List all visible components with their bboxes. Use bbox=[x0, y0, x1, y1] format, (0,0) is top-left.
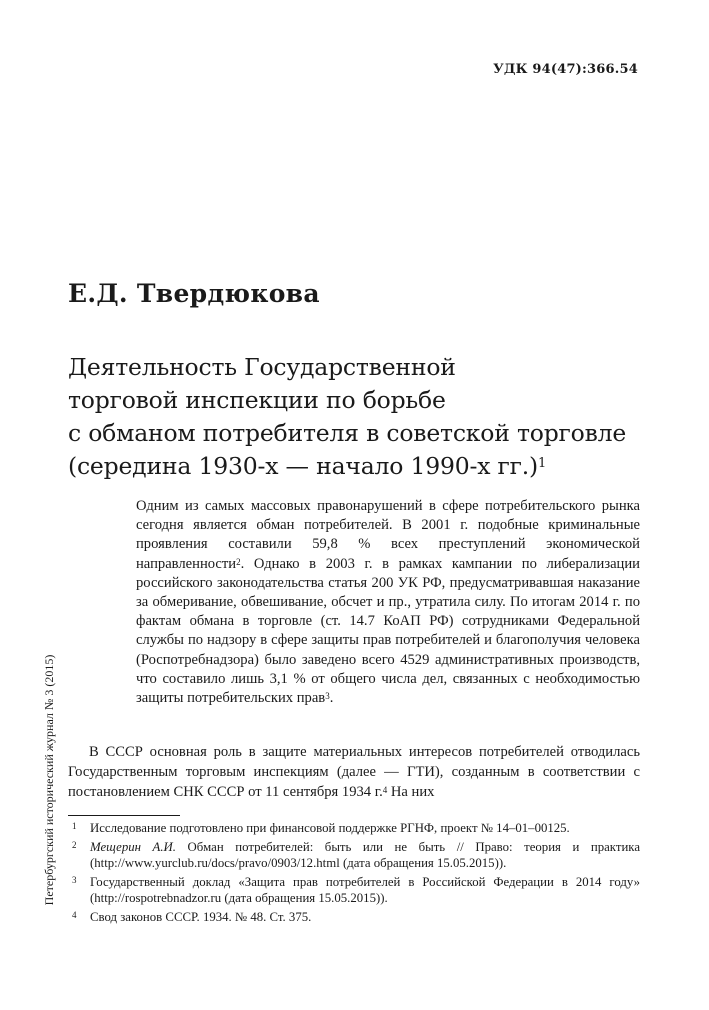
footnotes bbox=[68, 820, 640, 928]
footnote-text: Исследование подготовлено при финансовой поддержке РГНФ, проект № 14–01–00125. bbox=[90, 821, 570, 835]
footnote-divider bbox=[68, 815, 180, 816]
title-line bbox=[68, 450, 648, 483]
title-line-text: (середина 1930-х — начало 1990-х гг.) bbox=[68, 452, 539, 480]
footnote-ref[interactable]: 2 bbox=[236, 556, 241, 567]
udc-code: УДК 94(47):366.54 bbox=[493, 62, 638, 77]
journal-side-label: Петербургский исторический журнал № 3 (2015) bbox=[42, 654, 56, 906]
footnote-text: Свод законов СССР. 1934. № 48. Ст. 375. bbox=[90, 910, 312, 924]
footnote bbox=[68, 820, 640, 836]
title-footnote-ref[interactable]: 1 bbox=[538, 456, 547, 471]
footnote-number: 3 bbox=[72, 875, 77, 885]
body-text: В СССР основная роль в защите материальных интересов потребителей отводилась Государственным торговым инспекциям (далее — ГТИ), созданным в соответствии с постановлением СНК СССР от 11 сентября 1934 г. bbox=[68, 744, 640, 800]
body-text: На них bbox=[387, 783, 435, 800]
footnote bbox=[68, 839, 640, 871]
abstract-text: Одним из самых массовых правонарушений в сфере потребительского рынка сегодня является обман потребителей. В 2001 г. подобные криминальные проявления составили 59,8 % всех преступлений экономической направленности bbox=[136, 498, 640, 572]
author-name: Е.Д. Твердюкова bbox=[68, 279, 320, 308]
abstract-text: . bbox=[329, 690, 334, 707]
footnote-author: Мещерин А.И. bbox=[90, 840, 176, 854]
title-line: торговой инспекции по борьбе bbox=[68, 386, 446, 414]
footnote-number: 4 bbox=[72, 910, 77, 920]
footnote-text: Государственный доклад «Защита прав потребителей в Российской Федерации в 2014 году» (http://rospotrebnadzor.ru (дата обращения 15.05.2015)). bbox=[90, 875, 640, 905]
title-line: Деятельность Государственной bbox=[68, 353, 456, 381]
footnote-number: 1 bbox=[72, 821, 77, 831]
body-paragraph bbox=[68, 743, 640, 802]
footnote-ref[interactable]: 4 bbox=[382, 784, 388, 795]
footnote-ref[interactable]: 3 bbox=[325, 691, 330, 702]
title-line: с обманом потребителя в советской торговле bbox=[68, 419, 627, 447]
abstract bbox=[136, 497, 640, 708]
article-title bbox=[68, 351, 648, 483]
abstract-text: . Однако в 2003 г. в рамках кампании по либерализации российского законодательства статья 200 УК РФ, предусматривавшая наказание за обмеривание, обвешивание, обсчет и пр., утратила силу. По итогам 2014 г. по фактам обмана в торговле (ст. 14.7 КоАП РФ) сотрудниками Федеральной службы по надзору в сфере защиты прав потребителей и благополучия человека (Роспотребнадзора) было заведено всего 4529 административных производств, что составило лишь 3,1 % от общего числа дел, связанных с необходимостью защиты потребительских прав bbox=[136, 555, 640, 707]
footnote bbox=[68, 909, 640, 925]
footnote-number: 2 bbox=[72, 840, 77, 850]
footnote-text: Обман потребителей: быть или не быть // Право: теория и практика (http://www.yurclub.ru/docs/pravo/0903/12.html (дата обращения 15.05.2015)). bbox=[90, 840, 640, 870]
footnote bbox=[68, 874, 640, 906]
